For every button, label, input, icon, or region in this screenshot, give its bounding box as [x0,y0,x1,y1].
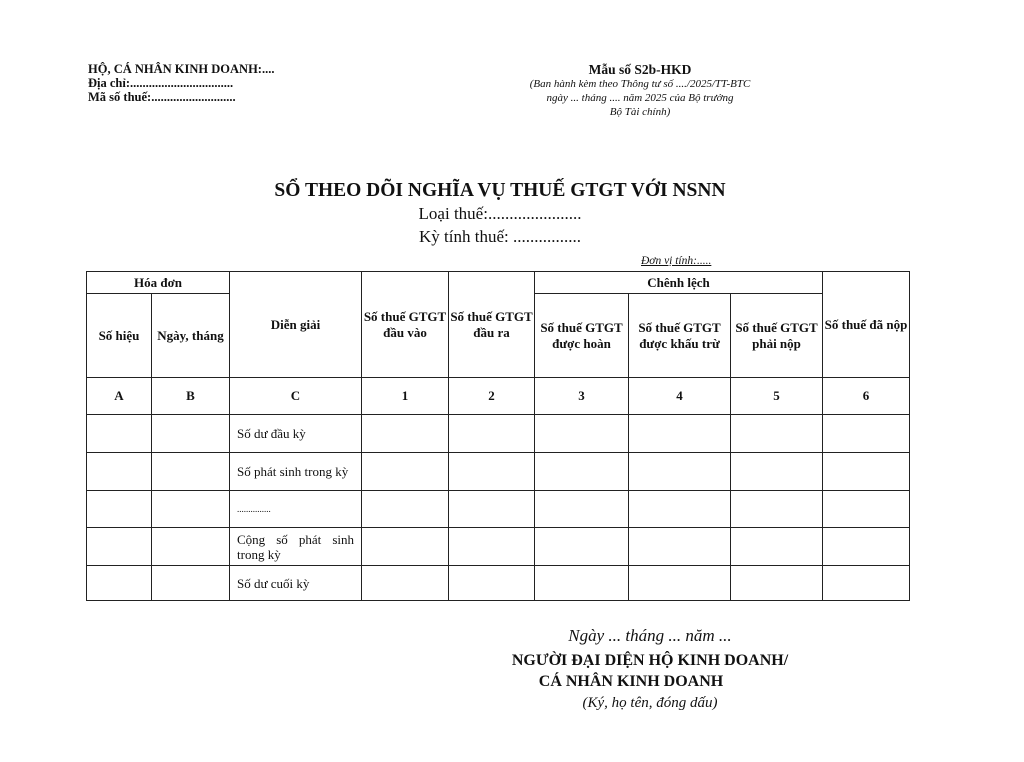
business-info [88,62,274,104]
cell-value [629,415,731,453]
cell-value [362,528,449,566]
header-invoice-date: Ngày, tháng [152,294,230,378]
cell-invoice-date [152,415,230,453]
column-code: B [152,378,230,415]
cell-value [362,566,449,601]
cell-value [449,491,535,528]
cell-value [449,528,535,566]
table-row [87,415,910,453]
header-output-vat: Số thuế GTGT đầu ra [449,272,535,378]
tax-type-field: Loại thuế:...................... [418,204,582,223]
cell-invoice-number [87,528,152,566]
column-code: 2 [449,378,535,415]
cell-value [362,491,449,528]
cell-value [535,566,629,601]
cell-invoice-number [87,453,152,491]
cell-value [823,528,910,566]
tax-code-field: Mã số thuế:........................... [88,90,236,104]
form-code: Mẫu số S2b-HKD [588,62,692,77]
cell-value [535,491,629,528]
cell-value [629,566,731,601]
header-payable-vat: Số thuế GTGT phải nộp [731,294,823,378]
column-code: 4 [629,378,731,415]
header-deductible-vat: Số thuế GTGT được khấu trừ [629,294,731,378]
cell-value [362,415,449,453]
column-code: 6 [823,378,910,415]
cell-value [823,491,910,528]
cell-value [823,415,910,453]
cell-value [535,415,629,453]
header-difference-group: Chênh lệch [535,272,823,294]
column-code: C [230,378,362,415]
cell-value [629,453,731,491]
cell-value [449,566,535,601]
cell-value [823,566,910,601]
cell-value [731,566,823,601]
cell-invoice-date [152,566,230,601]
cell-value [731,453,823,491]
signature-title [470,650,830,692]
header-input-vat: Số thuế GTGT đầu vào [362,272,449,378]
header-invoice-group: Hóa đơn [87,272,230,294]
tax-period-field: Kỳ tính thuế: ................ [419,227,581,246]
cell-value [362,453,449,491]
form-reference [480,62,800,119]
column-code: 1 [362,378,449,415]
cell-value [731,415,823,453]
cell-description: ............... [230,491,362,528]
cell-invoice-number [87,566,152,601]
cell-invoice-number [87,491,152,528]
column-code: 5 [731,378,823,415]
column-code: 3 [535,378,629,415]
table-row [87,566,910,601]
cell-value [823,453,910,491]
signature-date: Ngày ... tháng ... năm ... [568,626,732,645]
cell-invoice-date [152,491,230,528]
column-code: A [87,378,152,415]
signature-title-line-1: NGƯỜI ĐẠI DIỆN HỘ KINH DOANH/ [511,652,789,669]
cell-value [629,528,731,566]
issued-line-2: ngày ... tháng .... năm 2025 của Bộ trưởng [546,92,734,104]
cell-value [535,453,629,491]
signature-title-line-2: CÁ NHÂN KINH DOANH [538,673,724,690]
signature-note: (Ký, họ tên, đóng dấu) [582,695,718,711]
header-paid-tax: Số thuế đã nộp [823,272,910,378]
cell-value [731,528,823,566]
issued-line-3: Bộ Tài chính) [609,106,671,118]
header-description: Diễn giải [230,272,362,378]
cell-description: Số dư đầu kỳ [230,415,362,453]
cell-invoice-date [152,528,230,566]
cell-invoice-number [87,415,152,453]
cell-description: Cộng số phát sinh trong kỳ [230,528,362,566]
cell-value [629,491,731,528]
cell-description: Số dư cuối kỳ [230,566,362,601]
cell-value [535,528,629,566]
issued-line-1: (Ban hành kèm theo Thông tư số ..../2025/TT-BTC [529,78,751,90]
cell-value [449,415,535,453]
cell-invoice-date [152,453,230,491]
table-row [87,491,910,528]
ledger-table [86,271,910,601]
address-field: Địa chỉ:................................. [88,76,234,90]
unit-field: Đơn vị tính:..... [641,255,712,267]
cell-description: Số phát sinh trong kỳ [230,453,362,491]
document-title: SỔ THEO DÕI NGHĨA VỤ THUẾ GTGT VỚI NSNN [274,180,726,201]
business-name-field: HỘ, CÁ NHÂN KINH DOANH:.... [88,62,275,76]
cell-value [731,491,823,528]
header-invoice-number: Số hiệu [87,294,152,378]
table-row [87,453,910,491]
header-refundable-vat: Số thuế GTGT được hoàn [535,294,629,378]
cell-value [449,453,535,491]
column-code-row [87,378,910,415]
table-row [87,528,910,566]
